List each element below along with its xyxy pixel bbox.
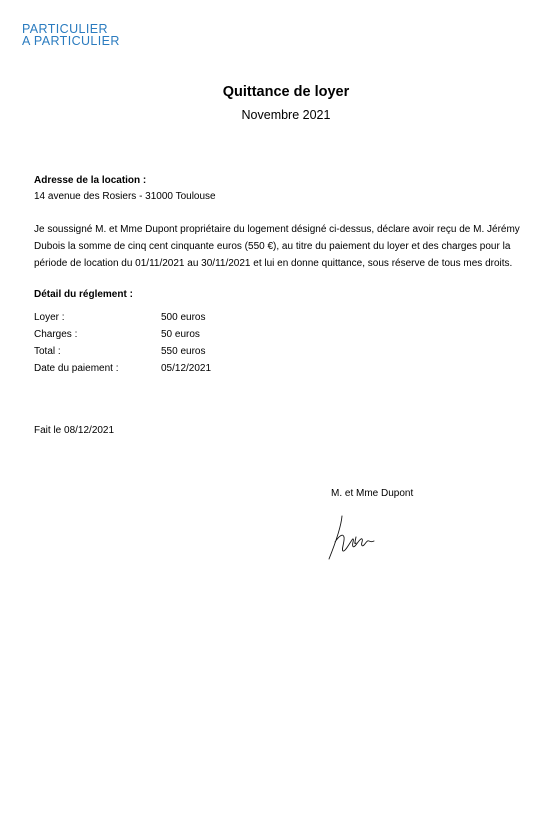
detail-row-total (34, 346, 211, 363)
handwritten-signature (326, 510, 406, 564)
detail-key: Date du paiement : (34, 363, 119, 374)
company-logo (22, 23, 120, 47)
document-subtitle: Novembre 2021 (241, 108, 331, 122)
receipt-body-text: Je soussigné M. et Mme Dupont propriétaire du logement désigné ci-dessus, déclare avoir reçu de M. Jérémy Dubois la somme de cinq cent cinquante euros (550 €), au titre du paiement du loyer et des charges pour la période de location du 01/11/2021 au 30/11/2021 et lui en donne quittance, sous réserve de tous mes droits. (34, 224, 520, 269)
issue-date: Fait le 08/12/2021 (34, 425, 115, 436)
detail-row-rent (34, 312, 211, 329)
detail-row-charges (34, 329, 211, 346)
detail-value: 05/12/2021 (161, 363, 212, 374)
document-title: Quittance de loyer (222, 84, 350, 100)
logo-line-2: A PARTICULIER (22, 34, 120, 48)
detail-value: 550 euros (161, 346, 206, 357)
detail-value: 50 euros (161, 329, 200, 340)
payment-detail-label: Détail du réglement : (34, 289, 133, 300)
detail-key: Total : (34, 346, 61, 357)
detail-value: 500 euros (161, 312, 206, 323)
payment-detail-table (34, 312, 211, 380)
detail-row-payment-date (34, 363, 211, 380)
address-value: 14 avenue des Rosiers - 31000 Toulouse (34, 191, 216, 202)
address-label: Adresse de la location : (34, 175, 147, 186)
logo-line-1: PARTICULIER (22, 22, 108, 36)
detail-key: Loyer : (34, 312, 65, 323)
detail-key: Charges : (34, 329, 78, 340)
signatory-name: M. et Mme Dupont (331, 488, 414, 499)
